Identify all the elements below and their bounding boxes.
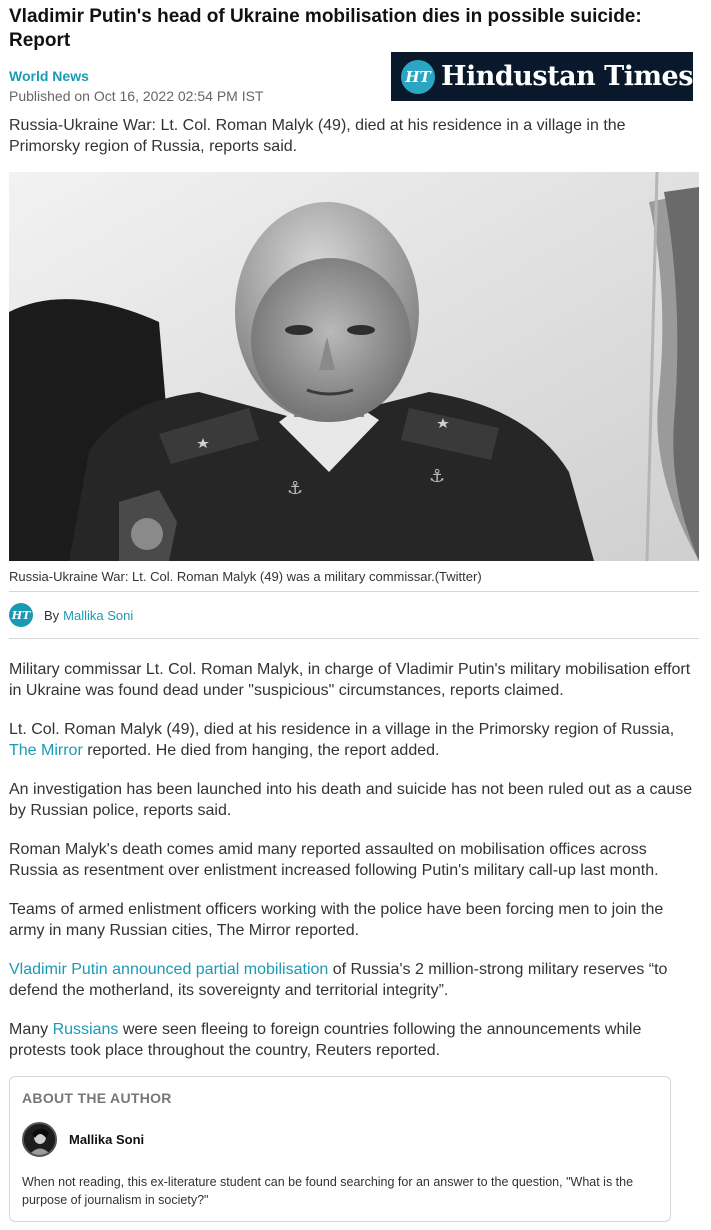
russians-link[interactable]: Russians [52, 1021, 119, 1038]
svg-text:⚓: ⚓ [287, 478, 304, 499]
svg-text:⚓: ⚓ [429, 466, 446, 487]
paragraph: Military commissar Lt. Col. Roman Malyk, in charge of Vladimir Putin's military mobilisation effort in Ukraine was found dead under "suspicious" circumstances, reports claimed. [9, 661, 691, 699]
article-summary: Russia-Ukraine War: Lt. Col. Roman Malyk (49), died at his residence in a village in the Primorsky region of Russia, reports said. [9, 117, 626, 155]
category-link[interactable]: World News [9, 68, 89, 84]
paragraph: Roman Malyk's death comes amid many reported assaulted on mobilisation offices across Russia as resentment over enlistment increased following Putin's military call-up last month. [9, 841, 659, 879]
hero-image [9, 172, 699, 561]
paragraph-text: reported. He died from hanging, the report added. [82, 742, 440, 759]
the-mirror-link[interactable]: The Mirror [9, 742, 83, 759]
published-date: Published on Oct 16, 2022 02:54 PM IST [9, 88, 264, 104]
officer-portrait-photo [9, 172, 699, 561]
author-photo-icon [24, 1124, 55, 1155]
about-author-name[interactable]: Mallika Soni [69, 1132, 145, 1147]
paragraph: Teams of armed enlistment officers working with the police have been forcing men to join the army in many Russian cities, The Mirror reported. [9, 901, 664, 939]
about-author-bio: When not reading, this ex-literature student can be found searching for an answer to the question, "What is the purpose of journalism in society?" [22, 1175, 634, 1207]
hindustan-times-logo[interactable] [391, 52, 693, 101]
paragraph [9, 719, 699, 761]
paragraph [9, 959, 699, 1001]
logo-wordmark: Hindustan Times [441, 60, 693, 92]
paragraph: An investigation has been launched into his death and suicide has not been ruled out as a cause by Russian police, reports said. [9, 781, 693, 819]
paragraph-text: Many [9, 1021, 53, 1038]
paragraph-text: Lt. Col. Roman Malyk (49), died at his residence in a village in the Primorsky region of Russia, [9, 721, 675, 738]
ht-author-icon: HT [9, 603, 33, 627]
author-link[interactable]: Mallika Soni [63, 607, 134, 623]
about-author-row[interactable] [22, 1122, 658, 1157]
ht-logo-icon: HT [401, 60, 435, 94]
paragraph [9, 1019, 699, 1061]
byline-prefix: By [44, 607, 60, 623]
about-author-box [9, 1076, 671, 1222]
image-caption: Russia-Ukraine War: Lt. Col. Roman Malyk (49) was a military commissar.(Twitter) [9, 569, 482, 584]
about-title: ABOUT THE AUTHOR [22, 1090, 172, 1106]
paragraph-text: were seen fleeing to foreign countries following the announcements while protests took place throughout the country, Reuters reported. [9, 1021, 642, 1059]
article-headline: Vladimir Putin's head of Ukraine mobilisation dies in possible suicide: Report [9, 6, 642, 51]
byline [9, 603, 133, 627]
divider [9, 638, 699, 639]
avatar[interactable] [22, 1122, 57, 1157]
partial-mobilisation-link[interactable]: Vladimir Putin announced partial mobilisation [9, 961, 329, 978]
divider [9, 591, 699, 592]
article-body [9, 659, 699, 1079]
paragraph-text: of Russia's 2 million-strong military reserves “to defend the motherland, its sovereignty and territorial integrity”. [9, 961, 668, 999]
